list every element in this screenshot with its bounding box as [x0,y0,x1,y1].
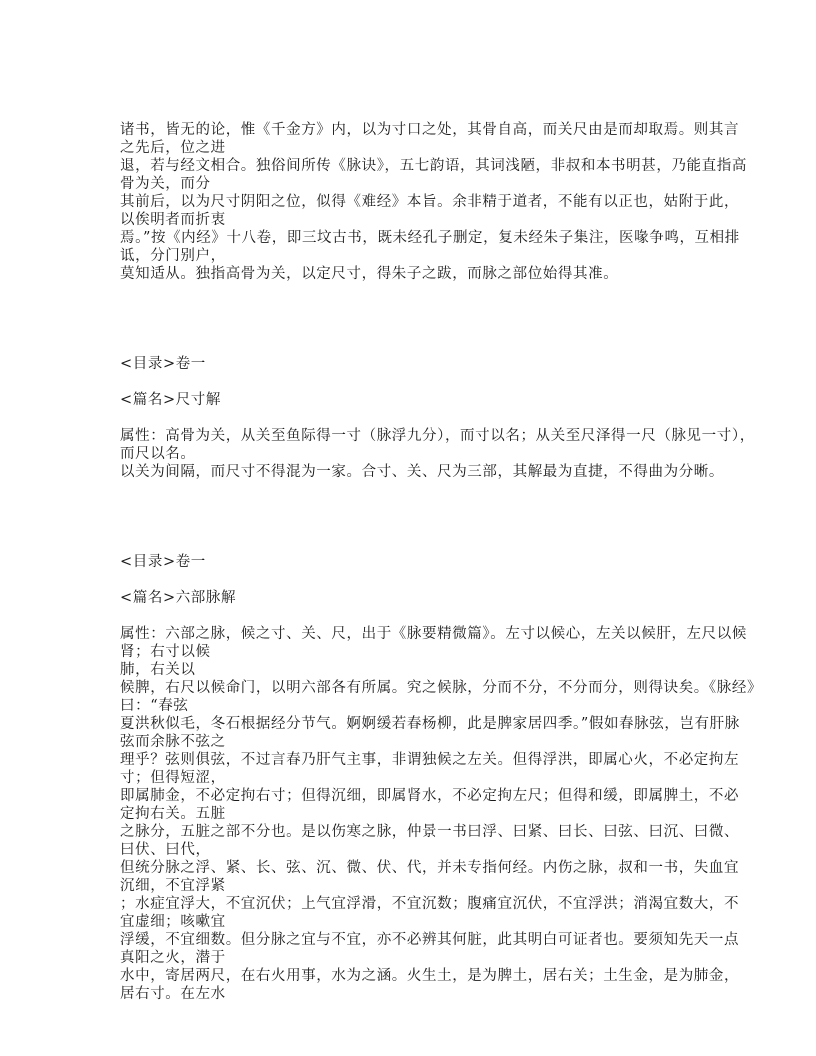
text-line: 诋，分门别户， [120,248,226,264]
text-line: 以关为间隔，而尺寸不得混为一家。合寸、关、尺为三部，其解最为直捷，不得曲为分晰。 [120,464,724,480]
text-line: 以俟明者而折衷 [120,212,226,228]
document-page [120,121,763,1003]
text-line: 浮缓，不宜细数。但分脉之宜与不宜，亦不必辨其何脏，此其明白可证者也。要须知先天一点 [120,932,740,948]
text-line: 寸；但得短涩， [120,770,226,786]
text-line: 而尺以名。 [120,446,196,462]
text-line: 其前后，以为尺寸阴阳之位，似得《难经》本旨。余非精于道者，不能有以正也，姑附于此， [120,194,740,210]
text-line: 沉细，不宜浮紧 [120,878,226,894]
section-chicun-jie [120,355,755,481]
text-line: 居右寸。在左水 [120,986,226,1002]
text-line: 莫知适从。独指高骨为关，以定尺寸，得朱子之跋，而脉之部位始得其准。 [120,266,619,282]
text-line: ；水症宜浮大，不宜沉伏；上气宜浮滑，不宜沉数；腹痛宜沉伏，不宜浮洪；消渴宜数大，不 [120,896,740,912]
section-spacer [120,283,705,355]
text-line: 肺，右关以 [120,662,196,678]
text-line: 之先后，位之进 [120,140,226,156]
text-line: 宜虚细；咳嗽宜 [120,914,226,930]
continuation-paragraph [120,121,747,283]
text-line: 之脉分，五脏之部不分也。是以伤寒之脉，仲景一书曰浮、曰紧、曰长、曰弦、曰沉、曰微、 [120,824,740,840]
text-line: 曰：“春弦 [120,698,189,714]
catalog-label: <目录>卷一 [120,356,206,372]
text-line: 夏洪秋似毛，冬石根据经分节气。婀婀缓若春杨柳，此是脾家居四季。”假如春脉弦，岂有肝脉 [120,716,740,732]
text-line: 属性：高骨为关，从关至鱼际得一寸（脉浮九分），而寸以名；从关至尺泽得一尺（脉见一寸）， [120,428,755,444]
section-liubu-mai-jie [120,553,763,1003]
catalog-label: <目录>卷一 [120,554,206,570]
text-line: 退，若与经文相合。独俗间所传《脉诀》，五七韵语，其词浅陋，非叔和本书明甚，乃能直指高 [120,158,747,174]
text-line: 骨为关，而分 [120,176,211,192]
text-line: 候脾，右尺以候命门，以明六部各有所属。究之候脉，分而不分，不分而分，则得诀矣。《脉经》 [120,680,763,696]
section-spacer [120,481,705,553]
text-line: 理乎？弦则俱弦，不过言春乃肝气主事，非谓独候之左关。但得浮洪，即属心火，不必定拘左 [120,752,740,768]
text-line: 属性：六部之脉，候之寸、关、尺，出于《脉要精微篇》。左寸以候心，左关以候肝，左尺以候 [120,626,747,642]
chapter-title: <篇名>尺寸解 [120,392,221,408]
text-line: 焉。”按《内经》十八卷，即三坟古书，既未经孔子删定，复未经朱子集注，医喙争鸣，互相排 [120,230,740,246]
text-line: 定拘右关。五脏 [120,806,226,822]
text-line: 即属肺金，不必定拘右寸；但得沉细，即属肾水，不必定拘左尺；但得和缓，即属脾土，不必 [120,788,740,804]
chapter-title: <篇名>六部脉解 [120,590,237,606]
text-line: 但统分脉之浮、紧、长、弦、沉、微、伏、代，并未专指何经。内伤之脉，叔和一书，失血宜 [120,860,740,876]
text-line: 诸书，皆无的论，惟《千金方》内，以为寸口之处，其骨自高，而关尺由是而却取焉。则其言 [120,122,740,138]
text-line: 肾；右寸以候 [120,644,211,660]
text-line: 弦而余脉不弦之 [120,734,226,750]
text-line: 真阳之火，潜于 [120,950,226,966]
text-line: 水中，寄居两尺，在右火用事，水为之涵。火生土，是为脾土，居右关；土生金，是为肺金， [120,968,740,984]
text-line: 曰伏、曰代， [120,842,211,858]
